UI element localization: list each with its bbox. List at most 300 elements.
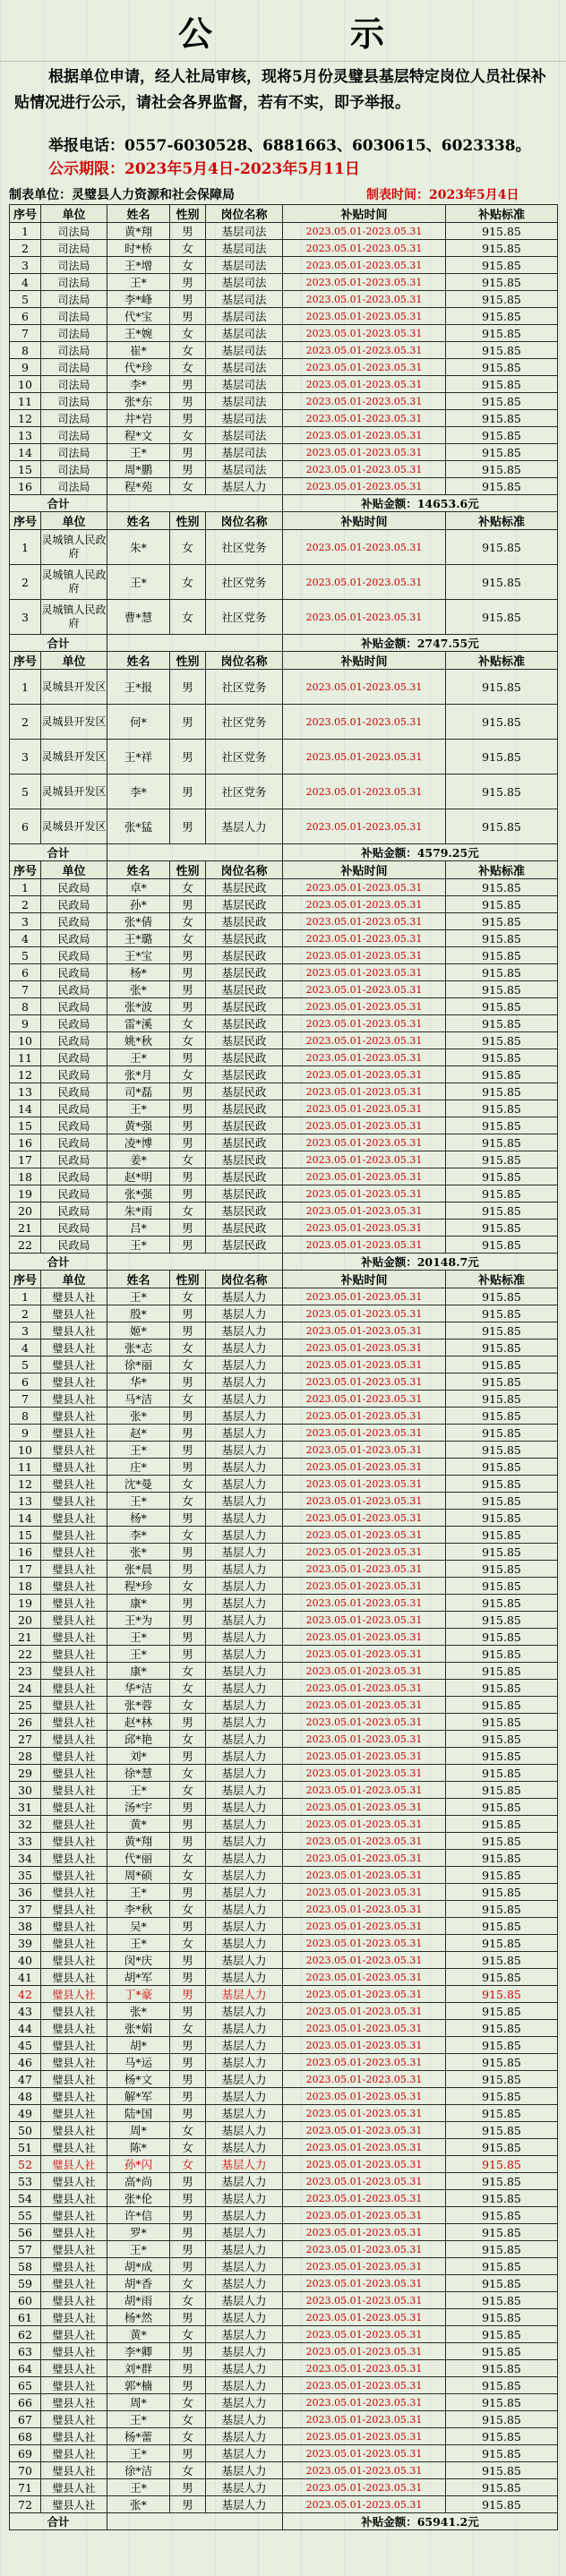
row-gender: 女 [170,2462,206,2479]
row-index: 3 [10,913,41,930]
row-subsidy-period: 2023.05.01-2023.05.31 [283,2037,446,2054]
row-position: 基层司法 [206,393,283,410]
row-index: 37 [10,1901,41,1918]
row-gender: 女 [170,359,206,376]
row-name: 孙* [107,896,170,913]
row-gender: 男 [170,1168,206,1185]
row-index: 35 [10,1867,41,1884]
row-position: 基层人力 [206,1408,283,1425]
row-subsidy-amount: 915.85 [446,2326,558,2343]
row-position: 基层民政 [206,998,283,1015]
row-subsidy-amount: 915.85 [446,410,558,427]
row-subsidy-period: 2023.05.01-2023.05.31 [283,1425,446,1442]
row-index: 8 [10,1408,41,1425]
row-unit: 司法局 [41,461,107,478]
row-gender: 男 [170,274,206,291]
table-row [10,478,558,495]
row-name: 赵*林 [107,1714,170,1731]
row-gender: 男 [170,2241,206,2258]
row-name: 王*增 [107,257,170,274]
row-subsidy-amount: 915.85 [446,600,558,635]
row-index: 1 [10,1288,41,1305]
row-gender: 女 [170,257,206,274]
row-unit: 璧县人社 [41,2411,107,2428]
row-name: 马*运 [107,2054,170,2071]
row-index: 14 [10,444,41,461]
row-position: 基层人力 [206,2479,283,2496]
row-subsidy-period: 2023.05.01-2023.05.31 [283,2445,446,2462]
row-position: 基层人力 [206,2360,283,2377]
row-unit: 民政局 [41,930,107,947]
column-header: 序号 [10,652,41,670]
row-subsidy-amount: 915.85 [446,2020,558,2037]
row-subsidy-period: 2023.05.01-2023.05.31 [283,1391,446,1408]
row-gender: 男 [170,2360,206,2377]
row-gender: 男 [170,2224,206,2241]
row-subsidy-period: 2023.05.01-2023.05.31 [283,1374,446,1391]
table-row [10,1629,558,1646]
row-position: 基层人力 [206,1986,283,2003]
row-name: 黄* [107,1816,170,1833]
row-unit: 灵城县开发区 [41,740,107,775]
row-index: 7 [10,325,41,342]
row-name: 吴* [107,1918,170,1935]
table-row [10,1697,558,1714]
row-position: 基层民政 [206,1066,283,1083]
row-subsidy-period: 2023.05.01-2023.05.31 [283,1952,446,1969]
row-gender: 女 [170,2411,206,2428]
table-row [10,1918,558,1935]
table-row [10,2343,558,2360]
row-unit: 璧县人社 [41,1714,107,1731]
column-header: 性别 [170,652,206,670]
row-index: 47 [10,2071,41,2088]
row-unit: 璧县人社 [41,1391,107,1408]
row-gender: 男 [170,1833,206,1850]
row-index: 6 [10,1374,41,1391]
row-gender: 男 [170,1629,206,1646]
row-index: 54 [10,2190,41,2207]
column-header: 性别 [170,1271,206,1288]
row-subsidy-period: 2023.05.01-2023.05.31 [283,1612,446,1629]
row-gender: 男 [170,1816,206,1833]
row-index: 24 [10,1680,41,1697]
row-gender: 女 [170,930,206,947]
row-position: 基层人力 [206,2122,283,2139]
row-name: 何* [107,705,170,740]
column-header: 序号 [10,205,41,223]
table-row [10,1168,558,1185]
row-name: 程*文 [107,427,170,444]
row-name: 卓* [107,879,170,896]
row-position: 基层人力 [206,1578,283,1595]
row-subsidy-amount: 915.85 [446,565,558,600]
row-unit: 民政局 [41,913,107,930]
row-name: 代*丽 [107,1850,170,1867]
row-name: 解*军 [107,2088,170,2105]
table-row [10,1935,558,1952]
row-unit: 璧县人社 [41,1510,107,1527]
row-position: 基层人力 [206,2411,283,2428]
row-index: 23 [10,1663,41,1680]
row-subsidy-period: 2023.05.01-2023.05.31 [283,1032,446,1049]
row-index: 32 [10,1816,41,1833]
row-gender: 女 [170,2122,206,2139]
row-name: 张*波 [107,998,170,1015]
row-subsidy-amount: 915.85 [446,1612,558,1629]
row-subsidy-period: 2023.05.01-2023.05.31 [283,2054,446,2071]
column-header: 姓名 [107,512,170,530]
row-gender: 女 [170,1032,206,1049]
row-position: 基层人力 [206,2139,283,2156]
row-subsidy-amount: 915.85 [446,1322,558,1339]
table-row [10,670,558,705]
row-gender: 男 [170,2207,206,2224]
row-gender: 男 [170,1969,206,1986]
row-gender: 男 [170,1100,206,1117]
row-name: 胡* [107,2037,170,2054]
row-subsidy-amount: 915.85 [446,1391,558,1408]
table-row [10,1952,558,1969]
column-header: 性别 [170,861,206,879]
row-unit: 璧县人社 [41,1527,107,1544]
subtotal-amount: 补贴金额：65941.2元 [283,2513,558,2530]
row-unit: 司法局 [41,223,107,240]
column-header: 单位 [41,861,107,879]
row-index: 70 [10,2462,41,2479]
row-subsidy-period: 2023.05.01-2023.05.31 [283,1117,446,1134]
row-subsidy-amount: 915.85 [446,2088,558,2105]
column-header: 补贴时间 [283,652,446,670]
row-index: 10 [10,1032,41,1049]
row-name: 张* [107,2496,170,2513]
row-unit: 民政局 [41,1220,107,1237]
row-subsidy-amount: 915.85 [446,1697,558,1714]
row-unit: 灵城县开发区 [41,705,107,740]
row-subsidy-amount: 915.85 [446,274,558,291]
table-row [10,1748,558,1765]
row-index: 4 [10,1339,41,1356]
row-unit: 司法局 [41,444,107,461]
row-position: 基层司法 [206,376,283,393]
row-gender: 男 [170,1134,206,1151]
row-unit: 璧县人社 [41,1799,107,1816]
row-subsidy-period: 2023.05.01-2023.05.31 [283,1527,446,1544]
row-index: 13 [10,1493,41,1510]
row-gender: 女 [170,240,206,257]
row-name: 司*磊 [107,1083,170,1100]
table-row [10,2156,558,2173]
row-gender: 男 [170,1117,206,1134]
table-row [10,1595,558,1612]
row-subsidy-period: 2023.05.01-2023.05.31 [283,981,446,998]
row-unit: 民政局 [41,1151,107,1168]
row-position: 基层司法 [206,257,283,274]
row-name: 王* [107,565,170,600]
row-position: 基层人力 [206,1459,283,1476]
row-position: 基层人力 [206,2105,283,2122]
row-unit: 民政局 [41,1032,107,1049]
table-row [10,2020,558,2037]
table-row [10,359,558,376]
row-index: 1 [10,223,41,240]
table-row [10,1765,558,1782]
row-gender: 男 [170,2003,206,2020]
table-row [10,2054,558,2071]
row-subsidy-amount: 915.85 [446,2496,558,2513]
subtotal-amount: 补贴金额：4579.25元 [283,844,558,861]
row-unit: 璧县人社 [41,2122,107,2139]
row-name: 张*东 [107,393,170,410]
row-subsidy-period: 2023.05.01-2023.05.31 [283,1901,446,1918]
row-subsidy-period: 2023.05.01-2023.05.31 [283,1202,446,1220]
row-name: 张* [107,2003,170,2020]
row-subsidy-amount: 915.85 [446,393,558,410]
row-gender: 女 [170,913,206,930]
row-name: 王* [107,1884,170,1901]
table-row [10,2428,558,2445]
row-position: 基层人力 [206,1322,283,1339]
column-header: 补贴标准 [446,512,558,530]
row-position: 基层人力 [206,2037,283,2054]
row-position: 社区党务 [206,600,283,635]
table-row [10,1986,558,2003]
row-subsidy-period: 2023.05.01-2023.05.31 [283,1918,446,1935]
row-subsidy-period: 2023.05.01-2023.05.31 [283,2394,446,2411]
row-index: 4 [10,930,41,947]
row-subsidy-amount: 915.85 [446,2394,558,2411]
row-gender: 男 [170,2071,206,2088]
row-gender: 女 [170,565,206,600]
row-subsidy-period: 2023.05.01-2023.05.31 [283,2156,446,2173]
row-index: 61 [10,2309,41,2326]
row-name: 李*峰 [107,291,170,308]
row-unit: 璧县人社 [41,1748,107,1765]
row-gender: 男 [170,1714,206,1731]
row-subsidy-period: 2023.05.01-2023.05.31 [283,1595,446,1612]
row-subsidy-period: 2023.05.01-2023.05.31 [283,1697,446,1714]
table-row [10,444,558,461]
row-name: 王* [107,1442,170,1459]
row-subsidy-period: 2023.05.01-2023.05.31 [283,1714,446,1731]
row-subsidy-period: 2023.05.01-2023.05.31 [283,1151,446,1168]
row-subsidy-period: 2023.05.01-2023.05.31 [283,1237,446,1254]
row-index: 57 [10,2241,41,2258]
row-gender: 女 [170,1935,206,1952]
row-unit: 璧县人社 [41,2139,107,2156]
table-row [10,998,558,1015]
row-gender: 女 [170,879,206,896]
row-gender: 男 [170,1595,206,1612]
row-subsidy-amount: 915.85 [446,427,558,444]
row-gender: 男 [170,964,206,981]
row-subsidy-amount: 915.85 [446,2224,558,2241]
row-name: 井*岩 [107,410,170,427]
column-header: 姓名 [107,652,170,670]
row-subsidy-amount: 915.85 [446,2411,558,2428]
row-position: 基层人力 [206,1901,283,1918]
row-subsidy-amount: 915.85 [446,2105,558,2122]
row-subsidy-amount: 915.85 [446,325,558,342]
row-subsidy-period: 2023.05.01-2023.05.31 [283,1356,446,1374]
row-subsidy-period: 2023.05.01-2023.05.31 [283,705,446,740]
row-name: 陆*国 [107,2105,170,2122]
row-name: 李* [107,1527,170,1544]
table-row [10,1117,558,1134]
row-position: 基层民政 [206,879,283,896]
row-gender: 男 [170,1884,206,1901]
row-subsidy-period: 2023.05.01-2023.05.31 [283,1850,446,1867]
row-gender: 男 [170,1612,206,1629]
table-row [10,325,558,342]
row-gender: 女 [170,1731,206,1748]
row-position: 基层人力 [206,1697,283,1714]
issuing-unit: 制表单位：灵璧县人力资源和社会保障局 [9,188,235,202]
row-subsidy-period: 2023.05.01-2023.05.31 [283,359,446,376]
row-subsidy-amount: 915.85 [446,1015,558,1032]
row-subsidy-amount: 915.85 [446,257,558,274]
row-unit: 民政局 [41,964,107,981]
column-header: 补贴标准 [446,861,558,879]
row-gender: 女 [170,2394,206,2411]
row-position: 基层人力 [206,1374,283,1391]
row-name: 刘*群 [107,2360,170,2377]
row-unit: 璧县人社 [41,2275,107,2292]
row-index: 62 [10,2326,41,2343]
row-name: 张*志 [107,1339,170,1356]
row-name: 胡*雨 [107,2292,170,2309]
row-index: 72 [10,2496,41,2513]
column-header: 性别 [170,512,206,530]
table-row [10,1680,558,1697]
row-name: 杨* [107,964,170,981]
row-subsidy-amount: 915.85 [446,775,558,809]
row-subsidy-amount: 915.85 [446,444,558,461]
column-header: 补贴时间 [283,205,446,223]
row-subsidy-amount: 915.85 [446,2071,558,2088]
row-subsidy-amount: 915.85 [446,1680,558,1697]
row-unit: 璧县人社 [41,1782,107,1799]
row-name: 王* [107,1782,170,1799]
row-unit: 民政局 [41,1168,107,1185]
row-index: 65 [10,2377,41,2394]
row-position: 基层人力 [206,1918,283,1935]
row-name: 王*婉 [107,325,170,342]
column-header: 姓名 [107,1271,170,1288]
row-position: 基层人力 [206,1476,283,1493]
table-row [10,1816,558,1833]
row-name: 王* [107,1646,170,1663]
table-row [10,2224,558,2241]
row-index: 38 [10,1918,41,1935]
total-blank [107,1254,283,1271]
column-header: 姓名 [107,205,170,223]
row-name: 刘* [107,1748,170,1765]
row-name: 王* [107,2445,170,2462]
row-index: 66 [10,2394,41,2411]
row-index: 6 [10,308,41,325]
row-subsidy-amount: 915.85 [446,2139,558,2156]
row-subsidy-amount: 915.85 [446,981,558,998]
row-name: 庄* [107,1459,170,1476]
row-index: 33 [10,1833,41,1850]
row-subsidy-period: 2023.05.01-2023.05.31 [283,1339,446,1356]
table-row [10,1356,558,1374]
row-position: 基层人力 [206,1561,283,1578]
row-name: 周*鹏 [107,461,170,478]
row-name: 姚*秋 [107,1032,170,1049]
row-index: 63 [10,2343,41,2360]
row-subsidy-period: 2023.05.01-2023.05.31 [283,2139,446,2156]
table-row [10,1237,558,1254]
row-name: 王* [107,1288,170,1305]
row-subsidy-amount: 915.85 [446,1765,558,1782]
row-gender: 男 [170,2343,206,2360]
row-index: 16 [10,478,41,495]
row-position: 基层人力 [206,1680,283,1697]
row-position: 基层民政 [206,1049,283,1066]
row-subsidy-amount: 915.85 [446,1305,558,1322]
row-subsidy-period: 2023.05.01-2023.05.31 [283,1867,446,1884]
row-name: 张*伦 [107,2190,170,2207]
row-gender: 男 [170,1049,206,1066]
subtotal-row [10,495,558,512]
row-gender: 男 [170,2088,206,2105]
row-position: 基层人力 [206,1748,283,1765]
row-unit: 璧县人社 [41,1339,107,1356]
row-unit: 司法局 [41,291,107,308]
table-row [10,740,558,775]
table-row [10,1305,558,1322]
row-name: 赵* [107,1425,170,1442]
row-subsidy-amount: 915.85 [446,705,558,740]
row-unit: 灵城县开发区 [41,809,107,844]
row-gender: 女 [170,2139,206,2156]
row-unit: 民政局 [41,896,107,913]
row-subsidy-period: 2023.05.01-2023.05.31 [283,461,446,478]
row-position: 社区党务 [206,775,283,809]
table-row [10,427,558,444]
row-index: 16 [10,1544,41,1561]
row-index: 12 [10,1066,41,1083]
table-row [10,930,558,947]
column-header: 岗位名称 [206,652,283,670]
row-position: 基层司法 [206,444,283,461]
row-index: 6 [10,964,41,981]
row-subsidy-amount: 915.85 [446,1066,558,1083]
row-position: 基层人力 [206,1731,283,1748]
row-unit: 璧县人社 [41,1612,107,1629]
table-row [10,1049,558,1066]
row-subsidy-amount: 915.85 [446,2343,558,2360]
row-name: 时*桥 [107,240,170,257]
row-subsidy-period: 2023.05.01-2023.05.31 [283,879,446,896]
title-char-1: 公 [177,13,216,54]
table-row [10,257,558,274]
row-position: 基层司法 [206,410,283,427]
row-unit: 璧县人社 [41,2088,107,2105]
row-index: 1 [10,670,41,705]
row-position: 基层司法 [206,325,283,342]
row-unit: 璧县人社 [41,1629,107,1646]
row-name: 闵*庆 [107,1952,170,1969]
row-unit: 璧县人社 [41,2173,107,2190]
row-index: 26 [10,1714,41,1731]
row-position: 基层人力 [206,1339,283,1356]
total-label: 合计 [10,2513,107,2530]
row-subsidy-period: 2023.05.01-2023.05.31 [283,1066,446,1083]
table-header-row [10,512,558,530]
